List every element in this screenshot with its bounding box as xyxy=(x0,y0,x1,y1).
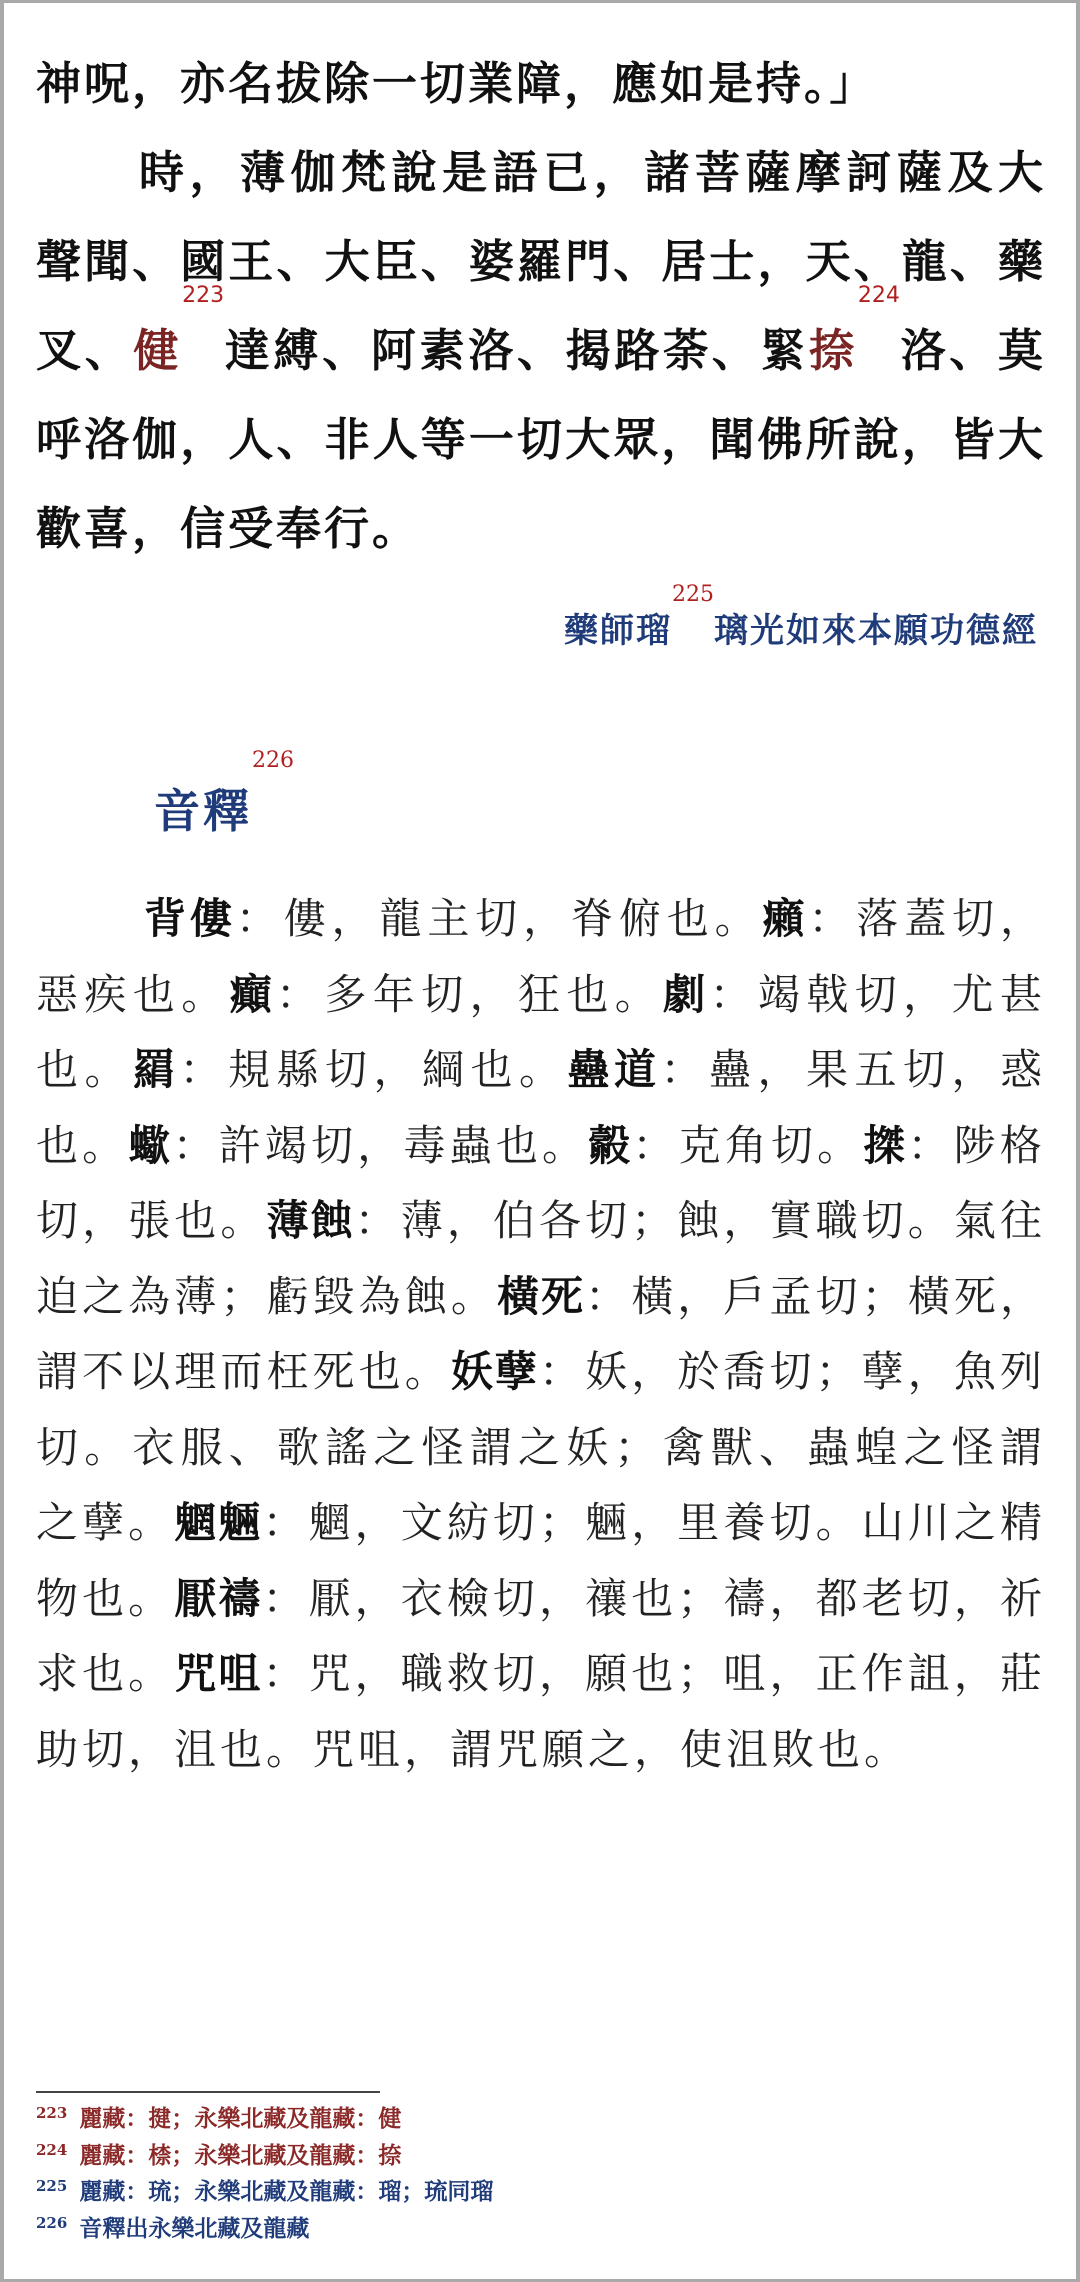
footnote-ref-225[interactable]: 225 xyxy=(672,582,714,607)
sutra-text-run: 時，薄伽梵說是語已，諸菩薩摩訶薩及大聲聞、國王、大臣、婆羅門、居士，天、龍、藥叉、 xyxy=(36,146,1046,377)
glossary-term: 咒咀 xyxy=(174,1649,263,1698)
footnote-divider xyxy=(36,2091,380,2093)
glossary-term: 羂 xyxy=(133,1045,180,1094)
glossary-definition: ：妖，於喬切；孽，魚列切。衣服、歌謠之怪謂之妖；禽獸、蟲蝗之怪謂之孽。 xyxy=(36,1347,1046,1547)
glossary-term: 背僂 xyxy=(144,894,236,943)
footnote-number: 226 xyxy=(36,2213,68,2232)
glossary-term: 橫死 xyxy=(496,1271,586,1321)
sutra-title-colophon xyxy=(564,582,1038,652)
glossary-definition: ：克角切。 xyxy=(632,1120,864,1170)
glossary-term: 妖孽 xyxy=(450,1347,540,1396)
glossary-term: 搩 xyxy=(863,1120,908,1170)
sutra-text-line: 神呪，亦名拔除一切業障，應如是持。」 xyxy=(36,57,878,110)
pronunciation-notes xyxy=(36,881,1046,1787)
footnote-text: 麗藏：琉；永樂北藏及龍藏：瑠；琉同瑠 xyxy=(79,2178,494,2205)
glossary-term: 蠱道 xyxy=(567,1045,661,1094)
footnotes xyxy=(36,2101,1036,2247)
glossary-term: 蠍 xyxy=(128,1120,173,1170)
glossary-definition: ：僂，龍主切，脊俯也。 xyxy=(235,894,763,943)
footnote-ref-223[interactable]: 223 xyxy=(182,283,225,308)
section-heading xyxy=(154,748,294,841)
colophon-text: 璃光如來本願功德經 xyxy=(714,611,1038,651)
footnote-224 xyxy=(36,2138,1036,2175)
glossary-term: 薄蝕 xyxy=(266,1196,355,1245)
variant-character: 健 xyxy=(133,324,183,377)
glossary-term: 魍魎 xyxy=(174,1498,263,1547)
sutra-paragraph-1 xyxy=(36,39,1046,128)
footnote-223 xyxy=(36,2101,1036,2138)
sutra-paragraph-2 xyxy=(36,128,1046,573)
glossary-definition: ：橫，戶孟切；橫死，謂不以理而枉死也。 xyxy=(36,1271,1046,1396)
glossary-definition: ：規縣切，綱也。 xyxy=(179,1045,568,1094)
glossary-term: 劇 xyxy=(663,969,710,1019)
glossary-definition: ：許竭切，毒蟲也。 xyxy=(172,1120,589,1170)
footnote-226 xyxy=(36,2211,1036,2248)
glossary-definition: ：薄，伯各切；蝕，實職切。氣往迫之為薄；虧毀為蝕。 xyxy=(36,1196,1046,1321)
footnote-text: 音釋出永樂北藏及龍藏 xyxy=(79,2214,310,2242)
glossary-definition: ：竭戟切，尤甚也。 xyxy=(36,969,1046,1094)
sutra-text-run: 洛、莫呼洛伽，人、非人等一切大眾，聞佛所說，皆大歡喜，信受奉行。 xyxy=(36,324,1046,555)
glossary-definition: ：魍，文紡切；魎，里養切。山川之精物也。 xyxy=(36,1498,1046,1623)
variant-character: 捺 xyxy=(809,324,858,377)
sutra-text xyxy=(36,39,1046,573)
footnote-225 xyxy=(36,2174,1036,2211)
footnote-text: 麗藏：揵；永樂北藏及龍藏：健 xyxy=(79,2105,402,2132)
glossary-term: 癲 xyxy=(229,969,276,1019)
footnote-text: 麗藏：㮏；永樂北藏及龍藏：捺 xyxy=(79,2141,402,2169)
glossary-definition: ：多年切，狂也。 xyxy=(276,969,664,1019)
colophon-text: 藥師瑠 xyxy=(564,611,672,651)
heading-title: 音釋 xyxy=(154,784,252,838)
glossary-definition: ：蠱，果五切，惑也。 xyxy=(36,1045,1046,1170)
glossary-definition: ：陟格切，張也。 xyxy=(36,1120,1046,1245)
glossary-term: 㲉 xyxy=(588,1120,633,1170)
glossary-definition: ：落蓋切，惡疾也。 xyxy=(36,894,1046,1019)
footnote-number: 223 xyxy=(36,2104,68,2122)
glossary-definition: ：厭，衣檢切，禳也；禱，都老切，祈求也。 xyxy=(36,1573,1046,1698)
notes-paragraph xyxy=(36,881,1046,1787)
glossary-term: 厭禱 xyxy=(174,1573,263,1623)
footnote-number: 224 xyxy=(36,2140,68,2159)
sutra-text-run: 達縛、阿素洛、揭路荼、緊 xyxy=(224,324,810,377)
glossary-definition: ：咒，職救切，願也；咀，正作詛，莊助切，沮也。咒咀，謂咒願之，使沮敗也。 xyxy=(36,1649,1046,1774)
footnote-number: 225 xyxy=(36,2177,68,2195)
footnote-ref-226[interactable]: 226 xyxy=(252,748,294,773)
page xyxy=(4,3,1076,2279)
footnote-ref-224[interactable]: 224 xyxy=(857,283,900,308)
glossary-term: 癩 xyxy=(762,894,809,943)
